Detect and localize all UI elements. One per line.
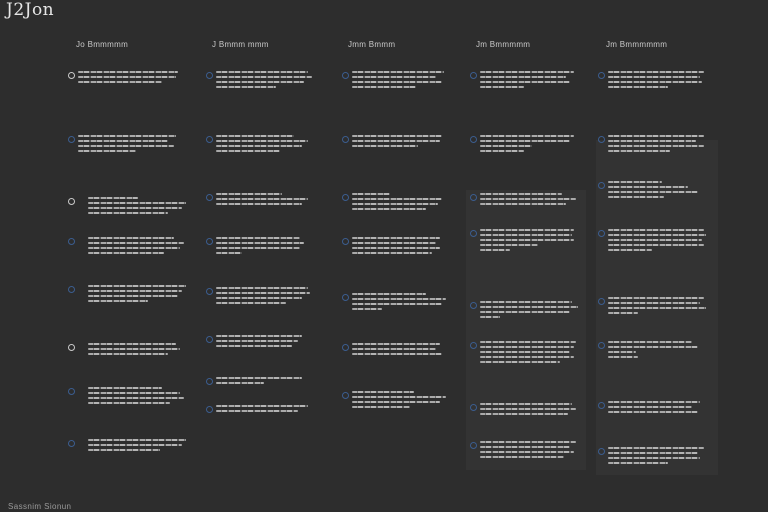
- list-item-text: [480, 71, 592, 91]
- circle-bullet-icon: [342, 238, 349, 245]
- circle-bullet-icon: [598, 182, 605, 189]
- circle-bullet-icon: [68, 344, 75, 351]
- list-item-text: [480, 193, 592, 208]
- list-item-text: [608, 229, 720, 254]
- column-5-header: Jm Bmmmmmm: [606, 40, 668, 49]
- circle-bullet-icon: [206, 406, 213, 413]
- list-item-text: [608, 341, 720, 361]
- list-item-text: [352, 343, 464, 358]
- circle-bullet-icon: [598, 448, 605, 455]
- column-4-header: Jm Bmmmmm: [476, 40, 531, 49]
- list-item-text: [216, 71, 328, 91]
- circle-bullet-icon: [470, 302, 477, 309]
- list-item-text: [216, 193, 328, 208]
- circle-bullet-icon: [68, 286, 75, 293]
- column-1-header: Jo Bmmmmm: [76, 40, 129, 49]
- circle-bullet-icon: [68, 238, 75, 245]
- circle-bullet-icon: [342, 72, 349, 79]
- circle-bullet-icon: [470, 72, 477, 79]
- list-item-text: [480, 341, 592, 366]
- column-1: [68, 40, 188, 52]
- column-4: [470, 40, 590, 52]
- list-item-text: [88, 343, 200, 358]
- circle-bullet-icon: [68, 440, 75, 447]
- list-item-text: [352, 237, 464, 257]
- list-item-text: [88, 439, 200, 454]
- circle-bullet-icon: [598, 136, 605, 143]
- circle-bullet-icon: [206, 194, 213, 201]
- list-item-text: [352, 193, 464, 213]
- list-item-text: [78, 135, 190, 155]
- column-3: [342, 40, 462, 52]
- circle-bullet-icon: [342, 194, 349, 201]
- circle-bullet-icon: [206, 136, 213, 143]
- circle-bullet-icon: [470, 442, 477, 449]
- circle-bullet-icon: [206, 378, 213, 385]
- circle-bullet-icon: [68, 198, 75, 205]
- list-item-text: [608, 297, 720, 317]
- list-item-text: [216, 237, 328, 257]
- circle-bullet-icon: [598, 402, 605, 409]
- list-item-text: [88, 237, 200, 257]
- circle-bullet-icon: [206, 336, 213, 343]
- column-5: [598, 40, 718, 52]
- circle-bullet-icon: [206, 238, 213, 245]
- circle-bullet-icon: [470, 230, 477, 237]
- circle-bullet-icon: [342, 344, 349, 351]
- circle-bullet-icon: [206, 288, 213, 295]
- column-2: [206, 40, 326, 52]
- list-item-text: [608, 447, 720, 467]
- column-2-header: J Bmmm mmm: [212, 40, 269, 49]
- list-item-text: [216, 335, 328, 350]
- list-item-text: [216, 135, 328, 155]
- list-item-text: [352, 135, 464, 150]
- list-item-text: [88, 387, 200, 407]
- circle-bullet-icon: [68, 72, 75, 79]
- circle-bullet-icon: [68, 388, 75, 395]
- list-item-text: [480, 229, 592, 254]
- column-3-header: Jmm Bmmm: [348, 40, 396, 49]
- circle-bullet-icon: [470, 136, 477, 143]
- list-item-text: [352, 391, 464, 411]
- circle-bullet-icon: [342, 392, 349, 399]
- list-item-text: [216, 377, 328, 387]
- list-item-text: [608, 401, 720, 416]
- circle-bullet-icon: [68, 136, 75, 143]
- list-item-text: [608, 71, 720, 91]
- app-title: J2Jon: [6, 0, 55, 20]
- list-item-text: [352, 293, 464, 313]
- circle-bullet-icon: [598, 342, 605, 349]
- circle-bullet-icon: [598, 298, 605, 305]
- circle-bullet-icon: [470, 342, 477, 349]
- list-item-text: [88, 197, 200, 217]
- list-item-text: [608, 181, 720, 201]
- circle-bullet-icon: [598, 72, 605, 79]
- footer-caption: Sassnim Sionun: [8, 502, 72, 511]
- circle-bullet-icon: [470, 404, 477, 411]
- list-item-text: [88, 285, 200, 305]
- list-item-text: [480, 403, 592, 418]
- list-item-text: [216, 405, 328, 415]
- circle-bullet-icon: [470, 194, 477, 201]
- list-item-text: [480, 135, 592, 155]
- circle-bullet-icon: [342, 136, 349, 143]
- list-item-text: [216, 287, 328, 307]
- list-item-text: [352, 71, 464, 91]
- circle-bullet-icon: [206, 72, 213, 79]
- list-item-text: [78, 71, 190, 86]
- circle-bullet-icon: [342, 294, 349, 301]
- list-item-text: [480, 301, 592, 321]
- list-item-text: [480, 441, 592, 461]
- circle-bullet-icon: [598, 230, 605, 237]
- list-item-text: [608, 135, 720, 155]
